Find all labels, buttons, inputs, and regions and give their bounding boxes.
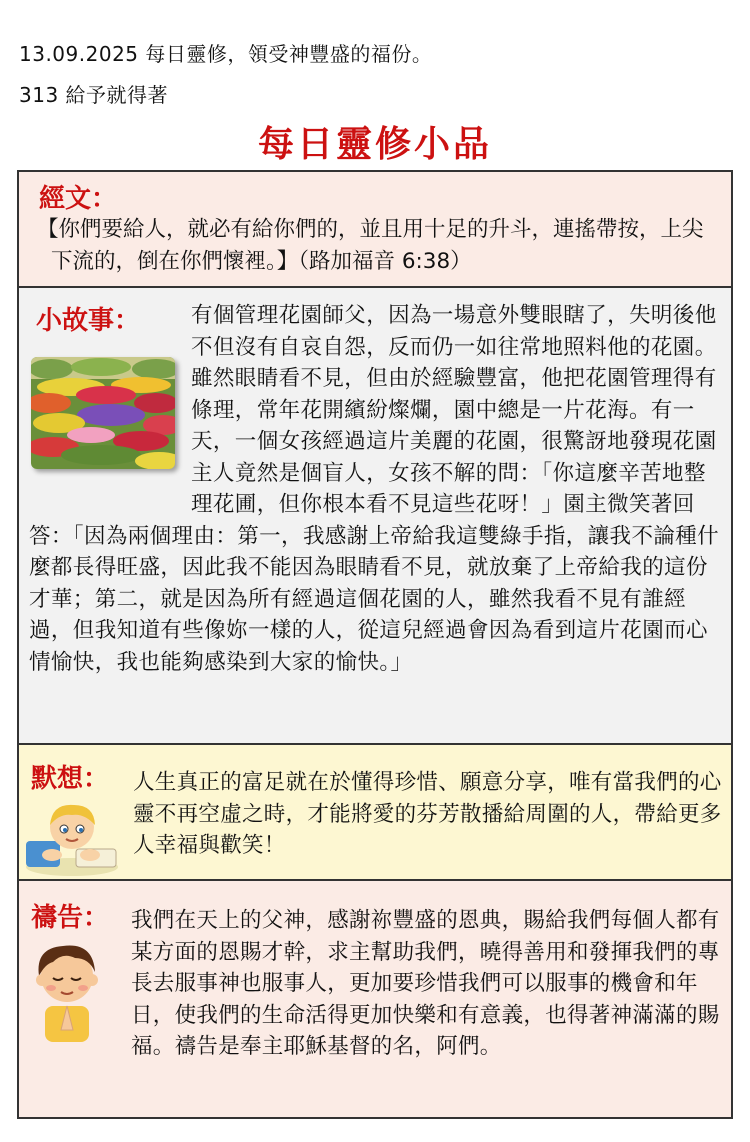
praying-boy-clipart xyxy=(23,936,111,1046)
story-body: 有個管理花園師父，因為一場意外雙眼瞎了，失明後他不但沒有自哀自怨，反而仍一如往常地照料他的花園。雖然眼睛看不見，但由於經驗豐富，他把花園管理得有條理，常年花開繽紛燦爛，園中總是一片花海。有一天，一個女孩經過這片美麗的花園，很驚訝地發現花園主人竟然是個盲人，女孩不解的問：「你這麼辛苦地整理花圃，但你根本看不見這些花呀！」園主微笑著回答：「因為兩個理由：第一，我感謝上帝給我這雙綠手指，讓我不論種什麼都長得旺盛，因此我不能因為眼睛看不見，就放棄了上帝給我的這份才華；第二，就是因為所有經過這個花園的人，雖然我看不見有誰經過，但我知道有些像妳一樣的人，從這兒經過會因為看到這片花園而心情愉快，我也能夠感染到大家的愉快。」 xyxy=(29,303,720,675)
scripture-heading: 經文： xyxy=(39,184,118,214)
scripture-section xyxy=(19,172,731,288)
devotion-frame xyxy=(17,170,733,1119)
page-title: 每日靈修小品 xyxy=(257,124,492,165)
meditation-heading: 默想： xyxy=(31,764,110,794)
story-heading: 小故事： xyxy=(36,306,141,336)
date-line: 13.09.2025 每日靈修，領受神豐盛的福份。 xyxy=(19,42,433,66)
devotion-number-title: 313 給予就得著 xyxy=(19,83,169,107)
prayer-heading: 禱告： xyxy=(31,903,110,933)
story-section xyxy=(19,288,731,745)
scripture-reference: （路加福音 6:38） xyxy=(298,248,472,274)
meditation-text: 人生真正的富足就在於懂得珍惜、願意分享，唯有當我們的心靈不再空虛之時，才能將愛的芬芳散播給周圍的人，帶給更多人幸福與歡笑！ xyxy=(133,770,722,858)
prayer-text: 我們在天上的父神，感謝祢豐盛的恩典，賜給我們每個人都有某方面的恩賜才幹，求主幫助我們，曉得善用和發揮我們的專長去服事神也服事人，更加要珍惜我們可以服事的機會和年日，使我們的生命活得更加快樂和有意義，也得著神滿滿的賜福。禱告是奉主耶穌基督的名，阿們。 xyxy=(131,908,720,1059)
boy-reading-clipart xyxy=(22,797,120,877)
flower-garden-photo xyxy=(31,357,175,469)
meditation-section xyxy=(19,745,731,881)
scripture-verse: 【你們要給人，就必有給你們的，並且用十足的升斗，連搖帶按，上尖下流的，倒在你們懷裡。】 xyxy=(37,217,704,274)
scripture-text xyxy=(37,214,719,277)
prayer-section xyxy=(19,881,731,1117)
